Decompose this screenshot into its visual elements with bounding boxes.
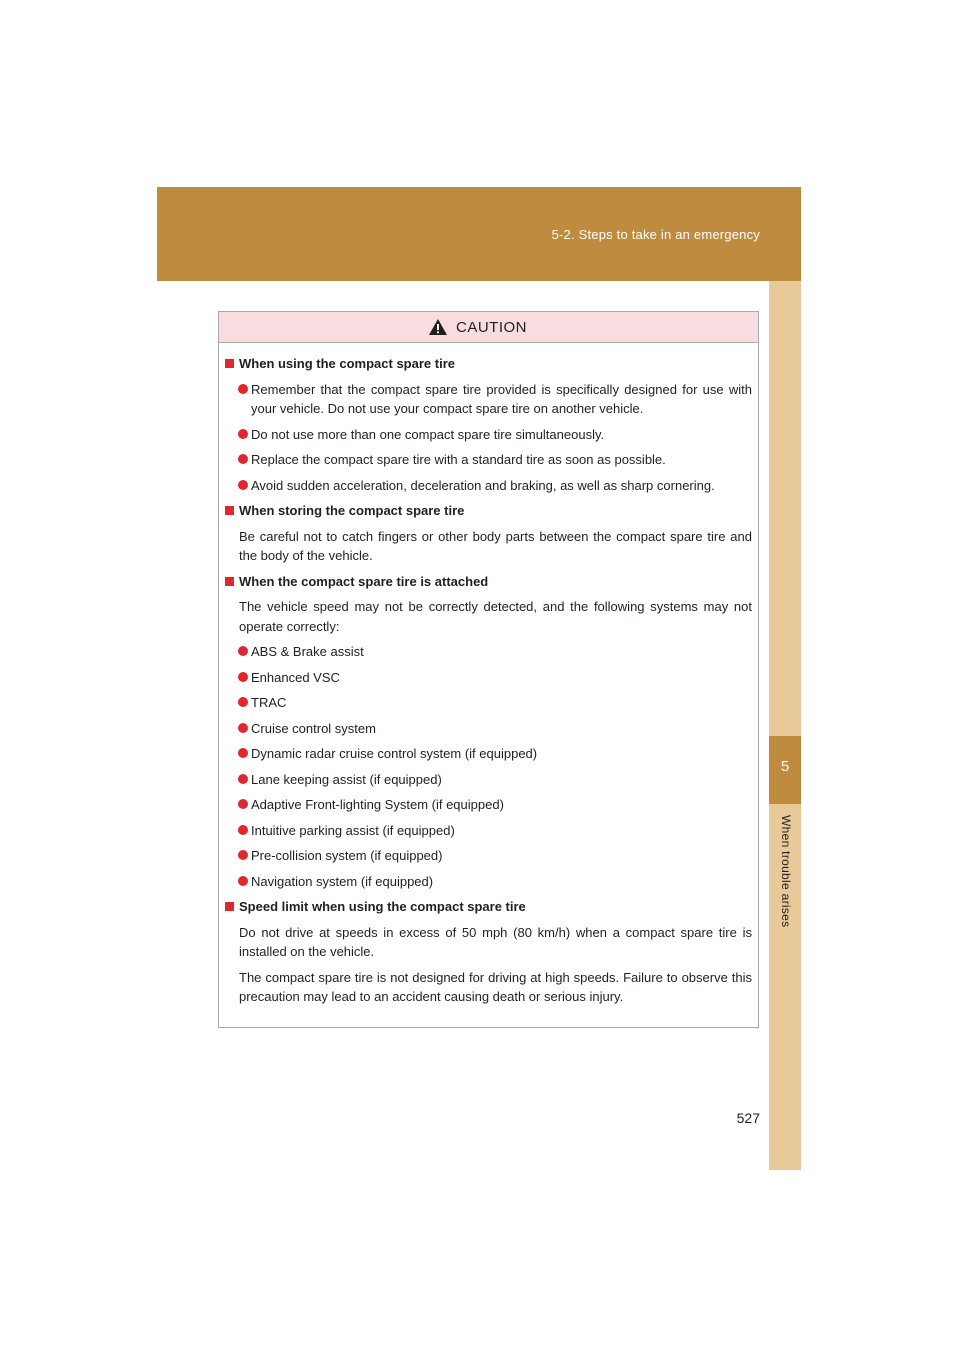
paragraph: Do not drive at speeds in excess of 50 mph (80 km/h) when a compact spare tire is installed on the vehicle. bbox=[239, 924, 752, 959]
list-item: TRAC bbox=[238, 693, 752, 713]
list-item: Remember that the compact spare tire provided is specifically designed for use with your vehicle. Do not use your compact spare tire on another vehicle. bbox=[238, 380, 752, 419]
section-heading: When storing the compact spare tire bbox=[225, 501, 752, 521]
square-bullet-icon bbox=[225, 902, 234, 911]
round-bullet-icon bbox=[238, 723, 248, 733]
round-bullet-icon bbox=[238, 697, 248, 707]
chapter-number: 5 bbox=[780, 758, 790, 775]
list-item: Lane keeping assist (if equipped) bbox=[238, 770, 752, 790]
round-bullet-icon bbox=[238, 799, 248, 809]
section-title: 5-2. Steps to take in an emergency bbox=[551, 227, 760, 242]
round-bullet-icon bbox=[238, 825, 248, 835]
round-bullet-icon bbox=[238, 384, 248, 394]
square-bullet-icon bbox=[225, 359, 234, 368]
round-bullet-icon bbox=[238, 876, 248, 886]
chapter-side-strip bbox=[769, 281, 801, 1170]
round-bullet-icon bbox=[238, 850, 248, 860]
section-heading: When the compact spare tire is attached bbox=[225, 572, 752, 592]
list-item: Do not use more than one compact spare tire simultaneously. bbox=[238, 425, 752, 445]
list-item: Cruise control system bbox=[238, 719, 752, 739]
header-band bbox=[157, 187, 801, 281]
section-heading: Speed limit when using the compact spare tire bbox=[225, 897, 752, 917]
round-bullet-icon bbox=[238, 748, 248, 758]
list-item: Avoid sudden acceleration, deceleration and braking, as well as sharp cornering. bbox=[238, 476, 752, 496]
list-item: Pre-collision system (if equipped) bbox=[238, 846, 752, 866]
list-item: ABS & Brake assist bbox=[238, 642, 752, 662]
warning-triangle-icon bbox=[428, 318, 448, 336]
round-bullet-icon bbox=[238, 429, 248, 439]
paragraph: Be careful not to catch fingers or other body parts between the compact spare tire and the body of the vehicle. bbox=[239, 528, 752, 563]
list-item: Dynamic radar cruise control system (if equipped) bbox=[238, 744, 752, 764]
list-item: Navigation system (if equipped) bbox=[238, 872, 752, 892]
list-item: Adaptive Front-lighting System (if equipped) bbox=[238, 795, 752, 815]
round-bullet-icon bbox=[238, 646, 248, 656]
round-bullet-icon bbox=[238, 774, 248, 784]
caution-box bbox=[218, 311, 759, 1028]
chapter-label bbox=[774, 815, 796, 955]
paragraph: The vehicle speed may not be correctly detected, and the following systems may not operate correctly: bbox=[239, 599, 752, 634]
list-item: Intuitive parking assist (if equipped) bbox=[238, 821, 752, 841]
chapter-label-text: When trouble arises bbox=[779, 815, 793, 928]
square-bullet-icon bbox=[225, 577, 234, 586]
chapter-tab[interactable] bbox=[769, 736, 801, 804]
paragraph: The compact spare tire is not designed for driving at high speeds. Failure to observe this precaution may lead to an accident causing death or serious injury. bbox=[239, 969, 752, 1004]
page-number: 527 bbox=[736, 1110, 760, 1126]
caution-title: CAUTION bbox=[456, 318, 527, 336]
square-bullet-icon bbox=[225, 506, 234, 515]
round-bullet-icon bbox=[238, 454, 248, 464]
section-heading: When using the compact spare tire bbox=[225, 354, 752, 374]
caution-header bbox=[219, 312, 758, 343]
list-item: Enhanced VSC bbox=[238, 668, 752, 688]
round-bullet-icon bbox=[238, 672, 248, 682]
round-bullet-icon bbox=[238, 480, 248, 490]
list-item: Replace the compact spare tire with a standard tire as soon as possible. bbox=[238, 450, 752, 470]
caution-body bbox=[219, 343, 758, 1007]
